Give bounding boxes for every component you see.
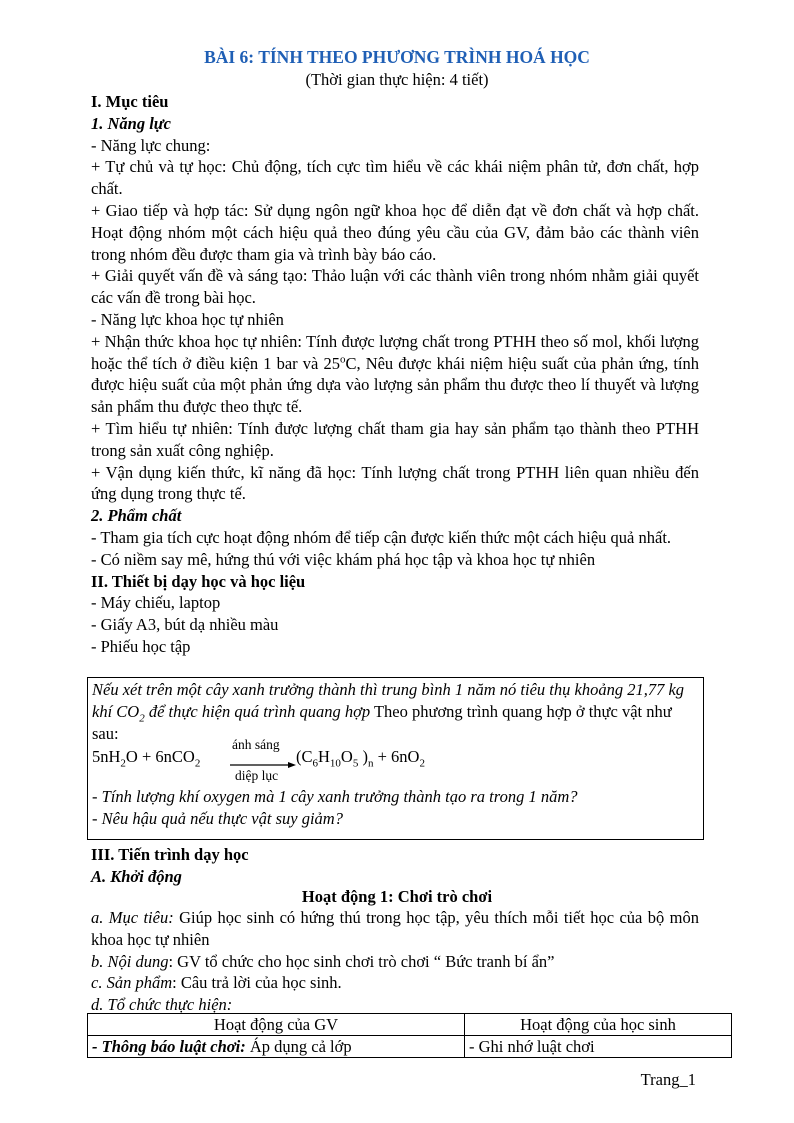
equipment-item: - Máy chiếu, laptop xyxy=(91,593,221,613)
activity-content: b. Nội dung: GV tổ chức cho học sinh chơi trò chơi “ Bức tranh bí ẩn” xyxy=(91,951,555,971)
table-header-row xyxy=(88,1014,732,1036)
activity-table xyxy=(87,1013,732,1058)
competency-science: - Năng lực khoa học tự nhiên xyxy=(91,309,284,329)
competency-cognition: + Nhận thức khoa học tự nhiên: Tính được lượng chất trong PTHH theo số mol, khối lượng hoặc thể tích ở điều kiện 1 bar và 25$^o$C, Nêu được khái niệm hiệu suất của phản ứng, tính được hiệu suất của một phản ứng dựa vào lượng sản phẩm thu được theo lí thuyết và lượng sản phẩm thu được theo thực tế. xyxy=(91,331,699,417)
worksheet-box xyxy=(87,677,704,840)
heading-equipment: II. Thiết bị dạy học và học liệu xyxy=(91,571,306,591)
heading-objectives: I. Mục tiêu xyxy=(91,92,169,111)
equipment-item: - Phiếu học tập xyxy=(91,636,191,656)
activity-organization: d. Tổ chức thực hiện: xyxy=(91,995,233,1015)
section-objectives xyxy=(91,91,699,658)
equipment-item: - Giấy A3, bút dạ nhiều màu xyxy=(91,615,279,635)
heading-warmup: A. Khởi động xyxy=(91,866,182,886)
table-row xyxy=(88,1036,732,1058)
lesson-duration: (Thời gian thực hiện: 4 tiết) xyxy=(305,70,489,89)
worksheet-question-1: - Tính lượng khí oxygen mà 1 cây xanh trưởng thành tạo ra trong 1 năm? xyxy=(92,787,578,806)
quality-passion: - Có niềm say mê, hứng thú với việc khám phá học tập và khoa học tự nhiên xyxy=(91,549,596,569)
section-process xyxy=(91,844,699,888)
lesson-title: BÀI 6: TÍNH THEO PHƯƠNG TRÌNH HOÁ HỌC xyxy=(204,47,590,67)
activity-details xyxy=(91,907,699,1016)
competency-apply: + Vận dụng kiến thức, kĩ năng đã học: Tính lượng chất trong PTHH liên quan nhiều đến ứng dụng trong thực tế. xyxy=(91,462,699,504)
competency-problem-solving: + Giải quyết vấn đề và sáng tạo: Thảo luận với các thành viên trong nhóm nhằm giải quyết các vấn đề trong bài học. xyxy=(91,266,699,308)
reaction-arrow xyxy=(230,754,296,762)
activity-objective: a. Mục tiêu: Giúp học sinh có hứng thú trong học tập, yêu thích mỗi tiết học của bộ môn khoa học tự nhiên xyxy=(91,908,699,949)
worksheet-intro: Nếu xét trên một cây xanh trưởng thành thì trung bình 1 năm nó tiêu thụ khoảng 21,77 kg khí $CO_2$ để thực hiện quá trình quang hợp Theo phương trình quang hợp ở thực vật như sau: xyxy=(92,680,685,743)
table-cell-student: - Ghi nhớ luật chơi xyxy=(465,1036,732,1058)
condition-light: ánh sáng xyxy=(232,737,280,752)
activity-product: c. Sản phẩm: Câu trả lời của học sinh. xyxy=(91,973,342,993)
photosynthesis-equation xyxy=(92,737,692,790)
heading-competencies: 1. Năng lực xyxy=(91,113,172,133)
equation-reactants: $5nH_2O + 6nCO_2$ xyxy=(92,747,201,770)
condition-chlorophyll: diệp lục xyxy=(235,768,279,783)
competency-self-study: + Tự chủ và tự học: Chủ động, tích cực tìm hiểu về các khái niệm phân tử, đơn chất, hợp chất. xyxy=(91,157,699,199)
table-cell-teacher: - Thông báo luật chơi: Áp dụng cả lớp xyxy=(88,1036,465,1058)
table-header-teacher: Hoạt động của GV xyxy=(88,1014,465,1036)
competency-explore-nature: + Tìm hiểu tự nhiên: Tính được lượng chất tham gia hay sản phẩm tạo thành theo PTHH trong sản xuất công nghiệp. xyxy=(91,418,699,460)
equation-products: ($C_6H_{10}O_5$ )$_n + 6nO_2$ xyxy=(296,747,425,770)
quality-teamwork: - Tham gia tích cực hoạt động nhóm để tiếp cận được kiến thức một cách hiệu quả nhất. xyxy=(91,527,672,547)
competency-communication: + Giao tiếp và hợp tác: Sử dụng ngôn ngữ khoa học để diễn đạt về đơn chất và hợp chất. Hoạt động nhóm một cách hiệu quả theo đúng yêu cầu của GV, đảm bảo các thành viên trong nhóm đều được tham gia và trình bày báo cáo. xyxy=(91,200,699,264)
table-header-student: Hoạt động của học sinh xyxy=(465,1014,732,1036)
competency-general: - Năng lực chung: xyxy=(91,135,211,155)
activity-title: Hoạt động 1: Chơi trò chơi xyxy=(301,887,493,906)
heading-qualities: 2. Phẩm chất xyxy=(91,506,182,526)
page-number: Trang_1 xyxy=(640,1070,696,1089)
worksheet-question-2: - Nêu hậu quả nếu thực vật suy giảm? xyxy=(92,809,343,828)
heading-process: III. Tiến trình dạy học xyxy=(91,845,249,864)
